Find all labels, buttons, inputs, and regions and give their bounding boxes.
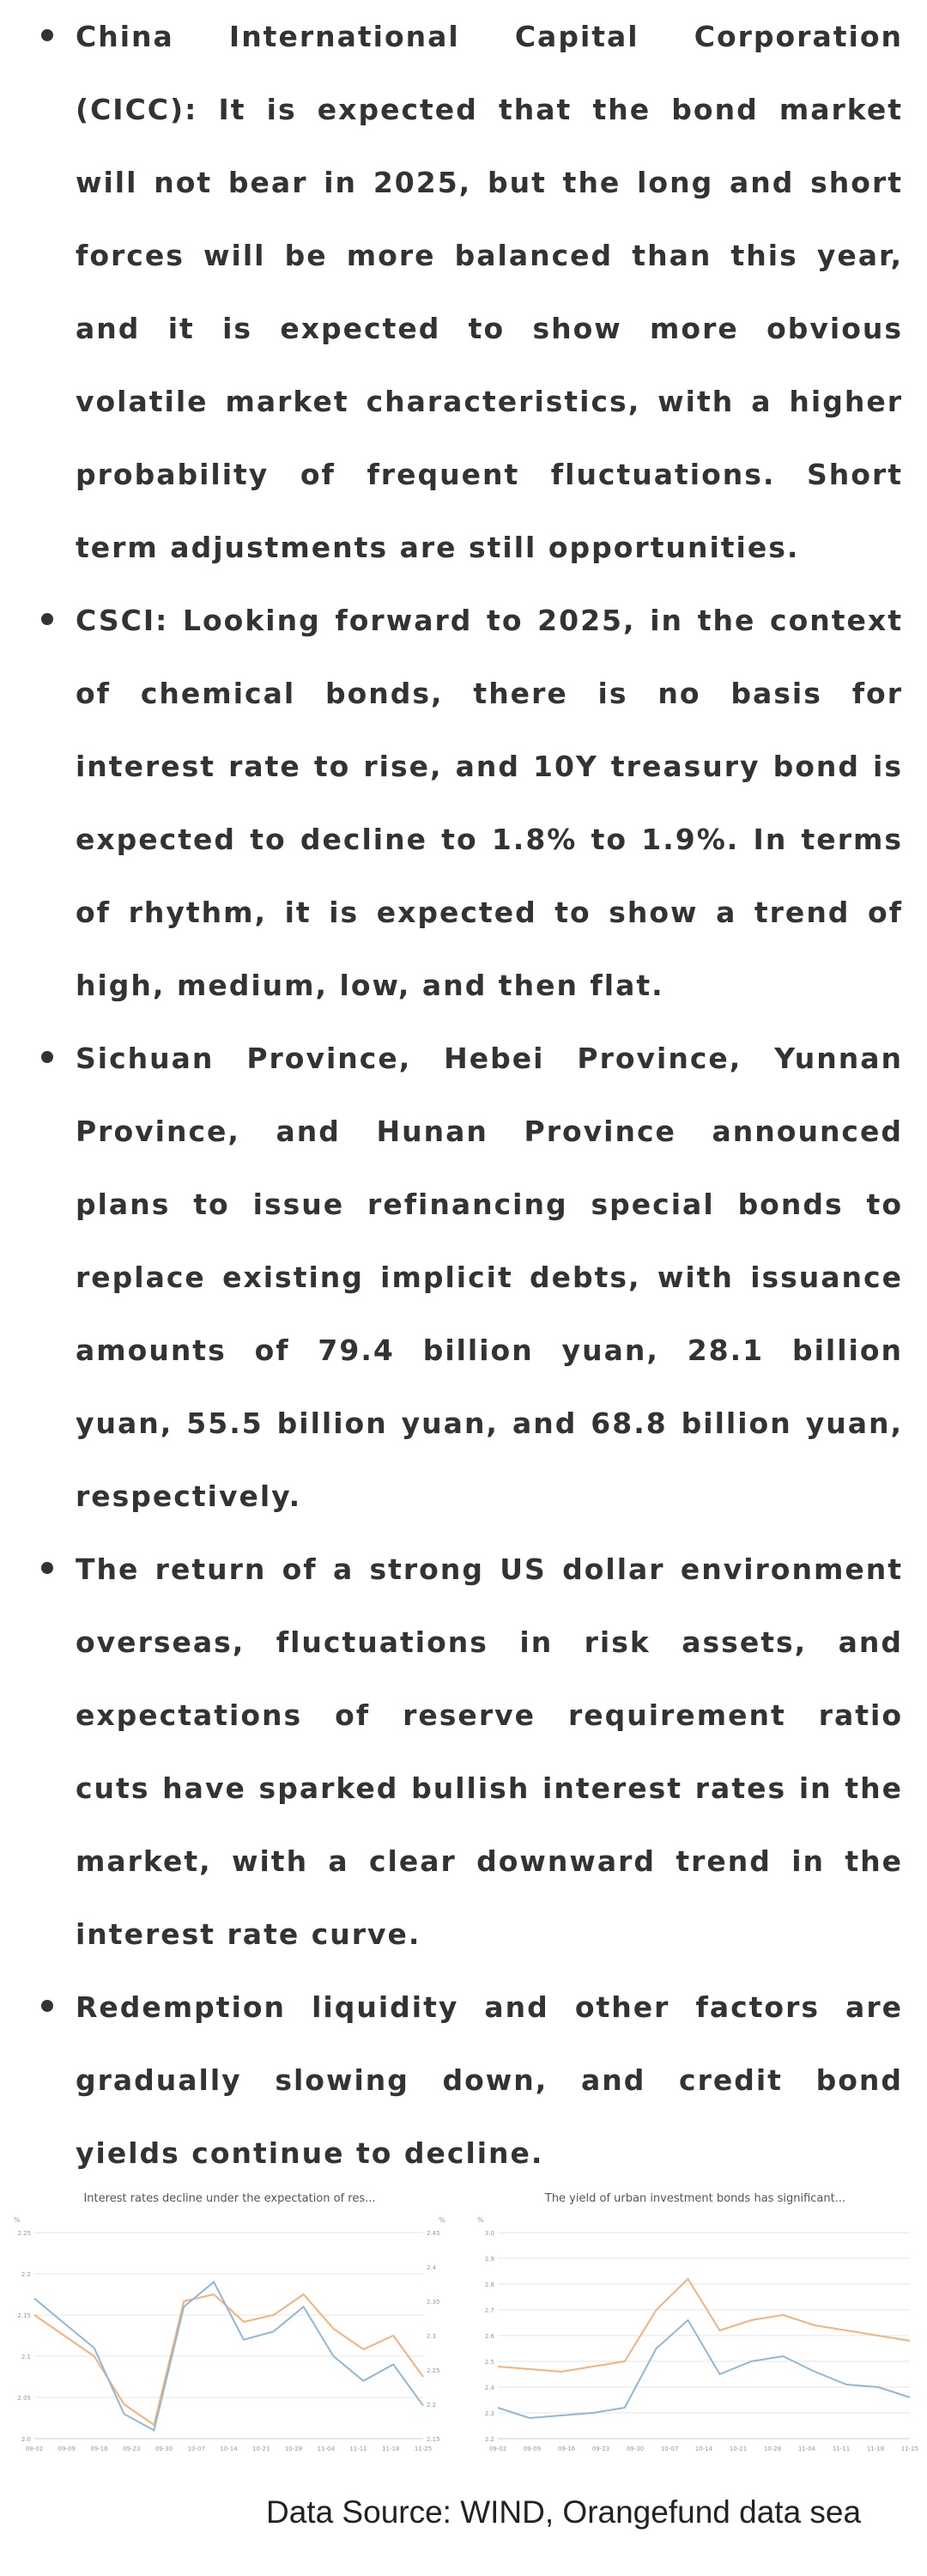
- y-tick-label: 2.8: [484, 2281, 494, 2288]
- x-tick-label: 11-18: [382, 2445, 400, 2452]
- bullet-text: Sichuan Province, Hebei Province, Yunnan Province, and Hunan Province announced plans to issue refinancing special bonds to replace existing implicit debts, with issuance amounts of 79.4 billion yuan, 28.1 billion yuan, 55.5 billion yuan, and 68.8 billion yuan, respectively.: [76, 1042, 903, 1513]
- series-line-blue: [498, 2320, 910, 2418]
- x-tick-label: 09-09: [58, 2445, 76, 2452]
- list-item: [76, 584, 903, 1022]
- series-line-orange: [498, 2279, 910, 2372]
- list-item: [76, 1971, 903, 2190]
- x-tick-label: 09-16: [90, 2445, 108, 2452]
- series-line-orange: [34, 2294, 423, 2425]
- y-tick-label: 2.9: [484, 2256, 494, 2263]
- chart-title: Interest rates decline under the expectation of res...: [83, 2192, 376, 2205]
- x-tick-label: 09-23: [123, 2445, 141, 2452]
- bullet-dot: [41, 2000, 53, 2012]
- bullet-dot: [41, 29, 53, 41]
- list-item: [76, 0, 903, 584]
- x-tick-label: 10-21: [729, 2445, 748, 2452]
- y-axis-right-unit-label: %: [439, 2216, 445, 2224]
- y-tick-label: 2.2: [21, 2271, 31, 2278]
- y-tick-label: 3.0: [484, 2230, 494, 2237]
- interest-rate-chart-svg: [9, 2181, 451, 2473]
- x-tick-label: 09-23: [591, 2445, 610, 2452]
- x-tick-label: 11-04: [317, 2445, 335, 2452]
- bullet-dot: [41, 1051, 53, 1063]
- y-axis-unit-label: %: [14, 2216, 21, 2224]
- y-tick-label-right: 2.25: [427, 2367, 440, 2374]
- bullet-text: CSCI: Looking forward to 2025, in the context of chemical bonds, there is no basis for interest rate to rise, and 10Y treasury bond is expected to decline to 1.8% to 1.9%. In terms of rhythm, it is expected to show a trend of high, medium, low, and then flat.: [76, 604, 903, 1002]
- x-tick-label: 09-02: [488, 2445, 507, 2452]
- y-tick-label-right: 2.3: [427, 2333, 437, 2340]
- y-tick-label: 2.1: [21, 2354, 31, 2360]
- y-tick-label-right: 2.15: [427, 2436, 440, 2443]
- x-tick-label: 10-28: [763, 2445, 782, 2452]
- y-tick-label: 2.5: [484, 2359, 494, 2366]
- y-tick-label-right: 2.4: [427, 2264, 437, 2271]
- x-tick-label: 09-02: [25, 2445, 44, 2452]
- y-tick-label: 2.05: [17, 2395, 31, 2402]
- y-tick-label-right: 2.2: [427, 2402, 437, 2409]
- x-tick-label: 09-30: [154, 2445, 173, 2452]
- x-tick-label: 10-07: [187, 2445, 205, 2452]
- y-tick-label-right: 2.35: [427, 2299, 440, 2306]
- y-tick-label: 2.6: [484, 2333, 494, 2340]
- x-tick-label: 09-30: [626, 2445, 645, 2452]
- interest-rate-chart: [9, 2181, 451, 2473]
- y-tick-label: 2.7: [484, 2307, 494, 2314]
- x-tick-label: 10-14: [694, 2445, 713, 2452]
- y-tick-label: 2.25: [17, 2230, 31, 2237]
- y-tick-label-right: 2.45: [427, 2230, 440, 2237]
- y-tick-label: 2.0: [21, 2436, 31, 2443]
- bullet-text: The return of a strong US dollar environment overseas, fluctuations in risk assets, and expectations of reserve requirement ratio cuts have sparked bullish interest rates in the market, with a clear downward trend in the interest rate curve.: [76, 1552, 903, 1951]
- list-item: [76, 1533, 903, 1971]
- x-tick-label: 09-09: [523, 2445, 542, 2452]
- chart-title: The yield of urban investment bonds has significant...: [544, 2192, 846, 2205]
- y-tick-label: 2.2: [484, 2436, 494, 2443]
- urban-bond-yield-chart-svg: [472, 2181, 918, 2473]
- y-tick-label: 2.4: [484, 2385, 494, 2391]
- bullet-text: China International Capital Corporation (CICC): It is expected that the bond market will not bear in 2025, but the long and short forces will be more balanced than this year, and it is expected to show more obvious volatile market characteristics, with a higher probability of frequent fluctuations. Short term adjustments are still opportunities.: [76, 20, 903, 564]
- bullet-dot: [41, 1562, 53, 1574]
- x-tick-label: 10-21: [252, 2445, 270, 2452]
- x-tick-label: 11-25: [414, 2445, 433, 2452]
- data-source-caption: Data Source: WIND, Orangefund data sea: [266, 2494, 862, 2530]
- bullet-dot: [41, 613, 53, 625]
- x-tick-label: 09-16: [557, 2445, 576, 2452]
- y-axis-unit-label: %: [477, 2216, 484, 2224]
- x-tick-label: 11-11: [832, 2445, 851, 2452]
- y-tick-label: 2.3: [484, 2410, 494, 2417]
- x-tick-label: 11-11: [349, 2445, 367, 2452]
- y-tick-label: 2.15: [17, 2312, 31, 2319]
- x-tick-label: 11-18: [866, 2445, 885, 2452]
- x-tick-label: 10-28: [284, 2445, 303, 2452]
- x-tick-label: 10-07: [660, 2445, 679, 2452]
- x-tick-label: 11-25: [900, 2445, 918, 2452]
- urban-bond-yield-chart: [472, 2181, 918, 2473]
- x-tick-label: 11-04: [797, 2445, 816, 2452]
- x-tick-label: 10-14: [220, 2445, 238, 2452]
- list-item: [76, 1022, 903, 1533]
- bullet-text: Redemption liquidity and other factors are gradually slowing down, and credit bond yields continue to decline.: [76, 1990, 903, 2170]
